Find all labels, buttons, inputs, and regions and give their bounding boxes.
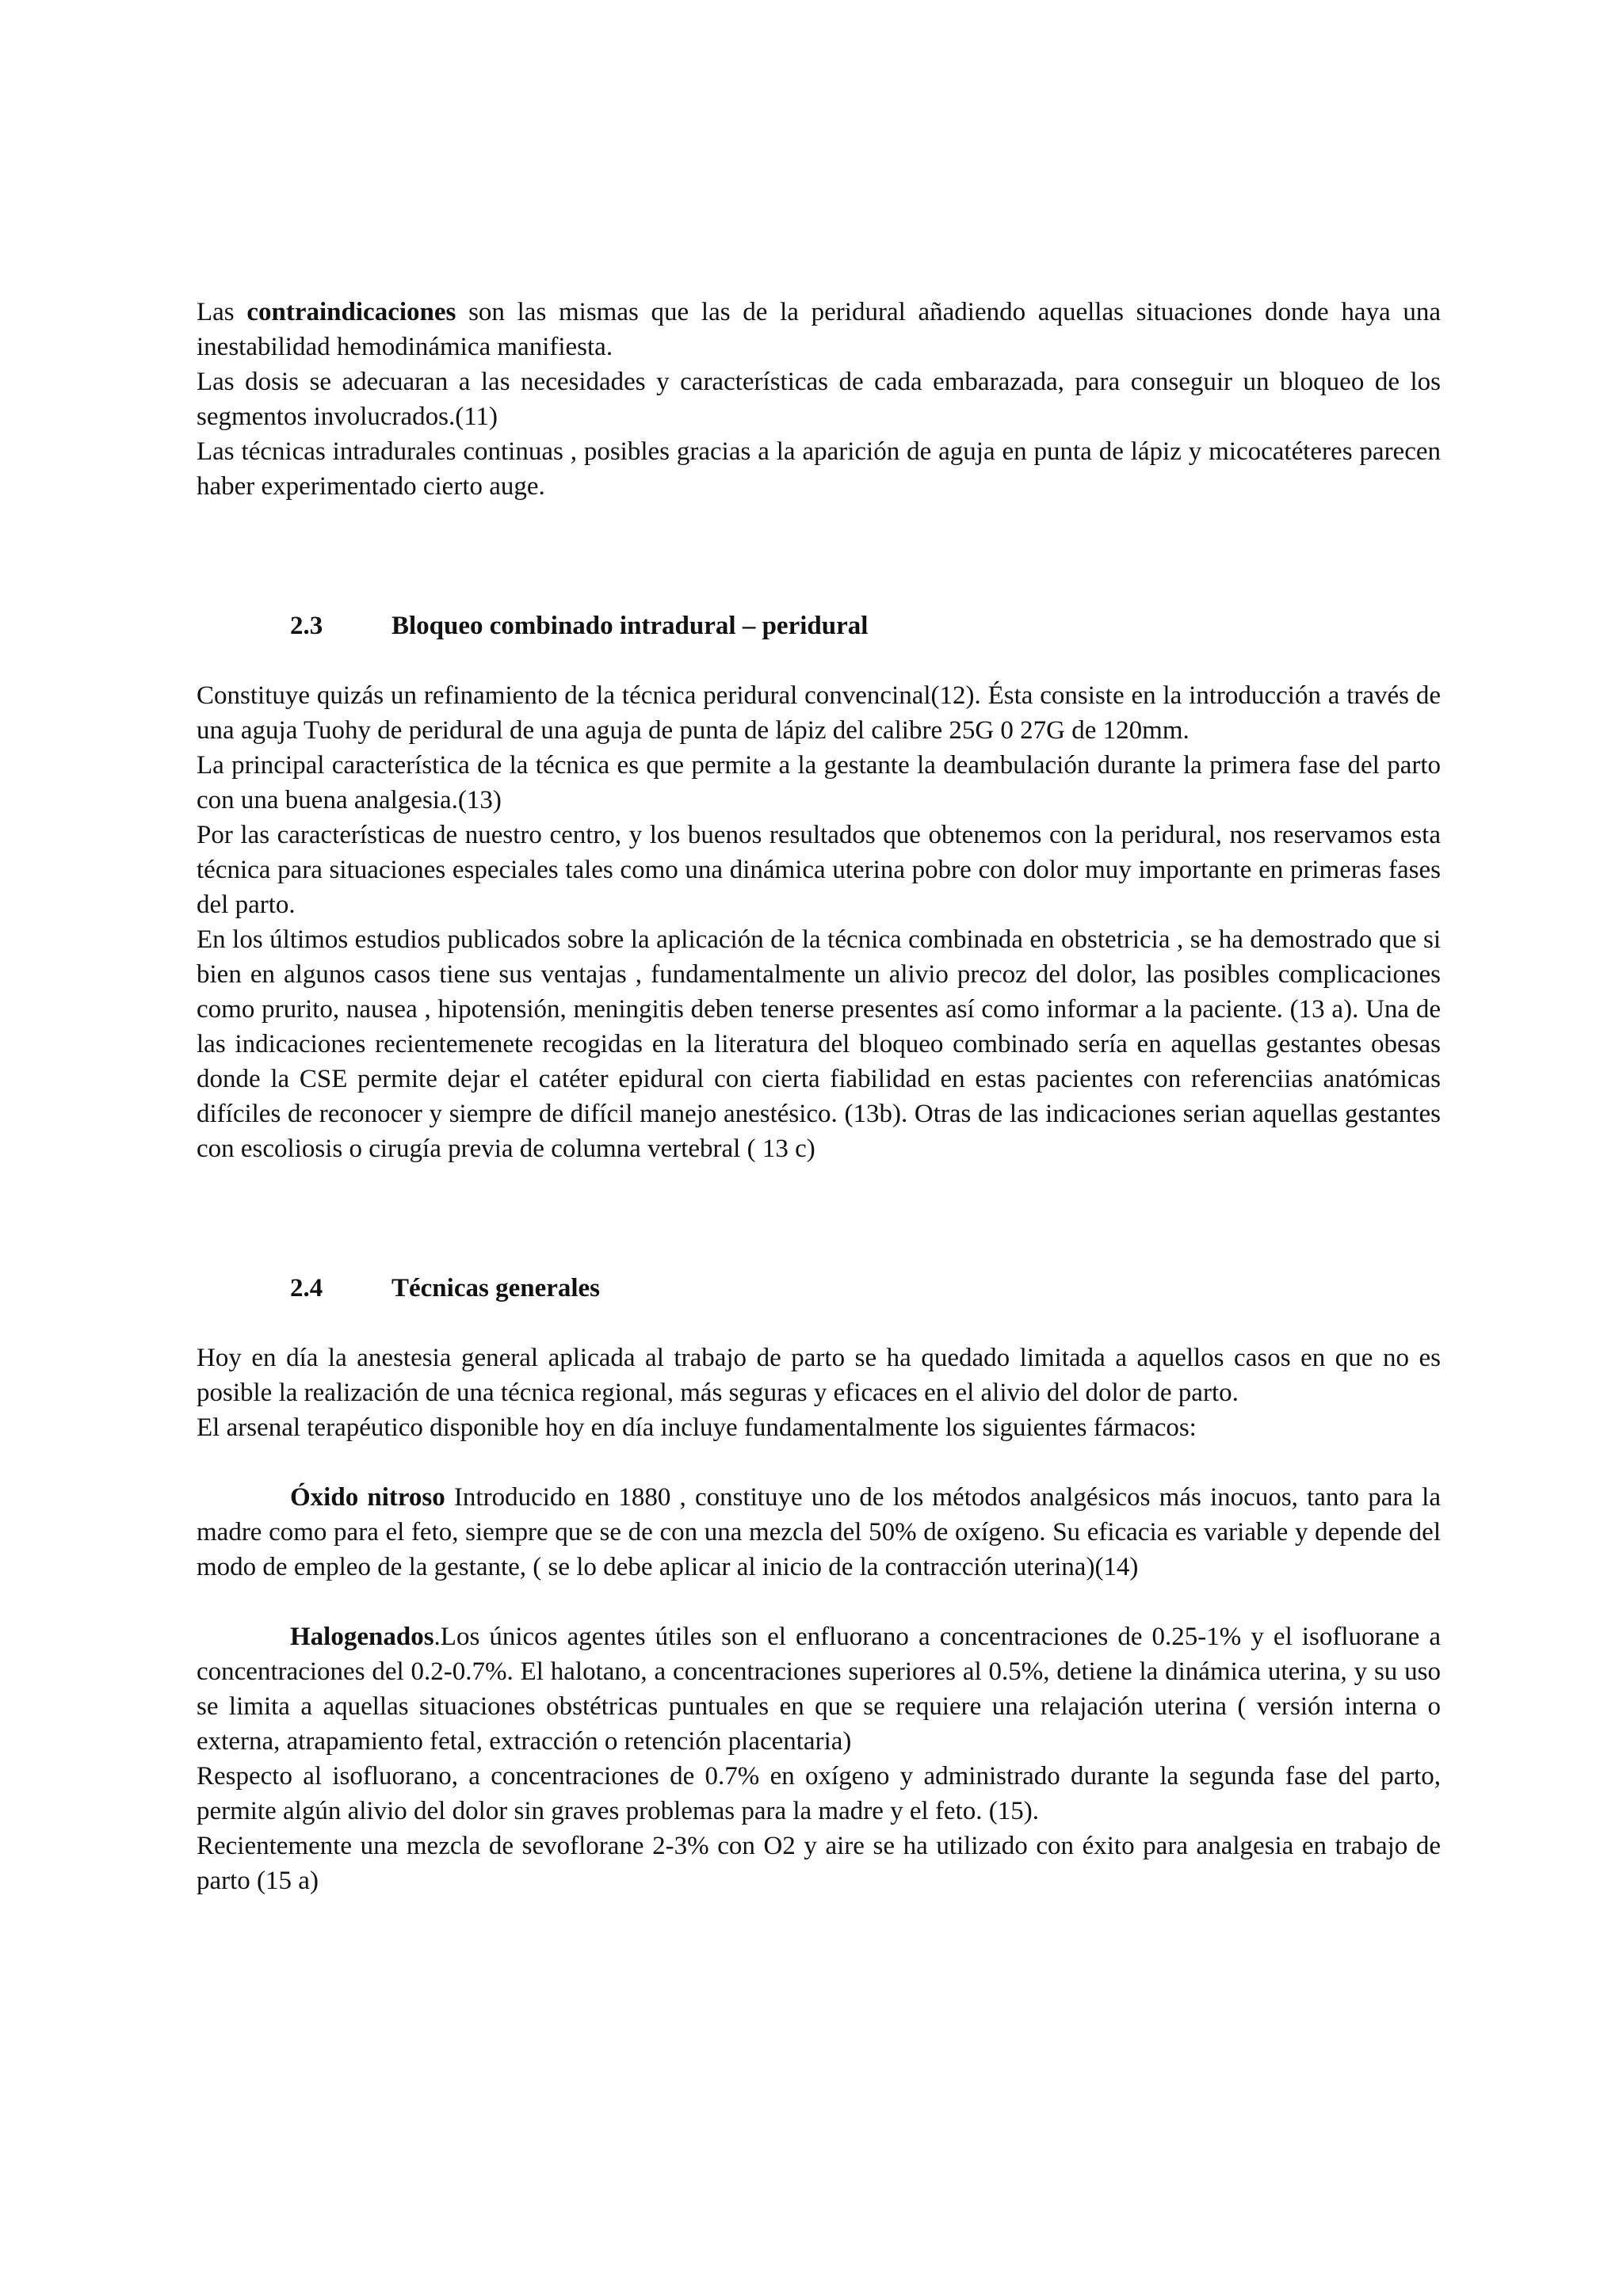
section-heading-2-4 [197, 1271, 1441, 1306]
bold-term-contraindicaciones: contraindicaciones [246, 298, 456, 326]
spacer [197, 1306, 1441, 1341]
text-run: son las mismas que las de la peridural añadiendo aquellas situaciones donde haya una inestabilidad hemodinámica manifiesta. [197, 298, 1441, 361]
section-title: Bloqueo combinado intradural – peridural [391, 612, 869, 640]
oxido-nitroso-paragraph [197, 1480, 1441, 1585]
paragraph: En los últimos estudios publicados sobre la aplicación de la técnica combinada en obstetricia , se ha demostrado que si bien en algunos casos tiene sus ventajas , fundamentalmente un alivio precoz del dolor, las posibles complicaciones como prurito, nausea , hipotensión, meningitis deben tenerse presentes así como informar a la paciente. (13 a). Una de las indicaciones recientemenete recogidas en la literatura del bloqueo combinado sería en aquellas gestantes obesas donde la CSE permite dejar el catéter epidural con cierta fiabilidad en estas pacientes con referenciias anatómicas difíciles de reconocer y siempre de difícil manejo anestésico. (13b). Otras de las indicaciones serian aquellas gestantes con escoliosis o cirugía previa de columna vertebral ( 13 c) [197, 925, 1441, 1163]
paragraph: Constituye quizás un refinamiento de la técnica peridural convencinal(12). Ésta consiste en la introducción a través de una aguja Tuohy de peridural de una aguja de punta de lápiz del calibre 25G 0 27G de 120mm. [197, 681, 1441, 745]
section-heading-2-3 [197, 608, 1441, 643]
paragraph: Recientemente una mezcla de sevoflorane 2-3% con O2 y aire se ha utilizado con éxito para analgesia en trabajo de parto (15 a) [197, 1832, 1441, 1895]
spacer [197, 1166, 1441, 1271]
tecnicas-intradurales-paragraph: Las técnicas intradurales continuas , posibles gracias a la aparición de aguja en punta de lápiz y micocatéteres parecen haber experimentado cierto auge. [197, 437, 1441, 501]
section-number: 2.4 [290, 1274, 323, 1302]
section-number: 2.3 [290, 612, 323, 640]
text-run: Las [197, 298, 247, 326]
section-2-3 [197, 608, 1441, 1166]
halogenados-paragraph [197, 1619, 1441, 1759]
intro-section [197, 295, 1441, 504]
bold-term-halogenados: Halogenados [290, 1623, 434, 1651]
paragraph: Hoy en día la anestesia general aplicada al trabajo de parto se ha quedado limitada a aquellos casos en que no es posible la realización de una técnica regional, más seguras y eficaces en el alivio del dolor de parto. [197, 1344, 1441, 1407]
contraindications-paragraph [197, 295, 1441, 364]
spacer [197, 643, 1441, 678]
paragraph: Por las características de nuestro centro, y los buenos resultados que obtenemos con la peridural, nos reservamos esta técnica para situaciones especiales tales como una dinámica uterina pobre con dolor muy importante en primeras fases del parto. [197, 821, 1441, 919]
bold-term-oxido-nitroso: Óxido nitroso [290, 1483, 445, 1512]
spacer [197, 1445, 1441, 1480]
paragraph: Respecto al isofluorano, a concentraciones de 0.7% en oxígeno y administrado durante la segunda fase del parto, permite algún alivio del dolor sin graves problemas para la madre y el feto. (15). [197, 1762, 1441, 1825]
section-title: Técnicas generales [391, 1274, 601, 1302]
spacer [197, 1585, 1441, 1619]
spacer [197, 504, 1441, 608]
paragraph: La principal característica de la técnica es que permite a la gestante la deambulación durante la primera fase del parto con una buena analgesia.(13) [197, 751, 1441, 814]
section-2-4 [197, 1271, 1441, 1898]
text-run: Introducido en 1880 , constituye uno de los métodos analgésicos más inocuos, tanto para la madre como para el feto, siempre que se de con una mezcla del 50% de oxígeno. Su eficacia es variable y depende del modo de empleo de la gestante, ( se lo debe aplicar al inicio de la contracción uterina)(14) [197, 1483, 1441, 1581]
text-run: .Los únicos agentes útiles son el enfluorano a concentraciones de 0.25-1% y el isofluorane a concentraciones del 0.2-0.7%. El halotano, a concentraciones superiores al 0.5%, detiene la dinámica uterina, y su uso se limita a aquellas situaciones obstétricas puntuales en que se requiere una relajación uterina ( versión interna o externa, atrapamiento fetal, extracción o retención placentaria) [197, 1623, 1441, 1756]
page-content [197, 295, 1441, 1898]
dosis-paragraph: Las dosis se adecuaran a las necesidades y características de cada embarazada, para conseguir un bloqueo de los segmentos involucrados.(11) [197, 368, 1441, 431]
paragraph: El arsenal terapéutico disponible hoy en día incluye fundamentalmente los siguientes fármacos: [197, 1413, 1197, 1442]
